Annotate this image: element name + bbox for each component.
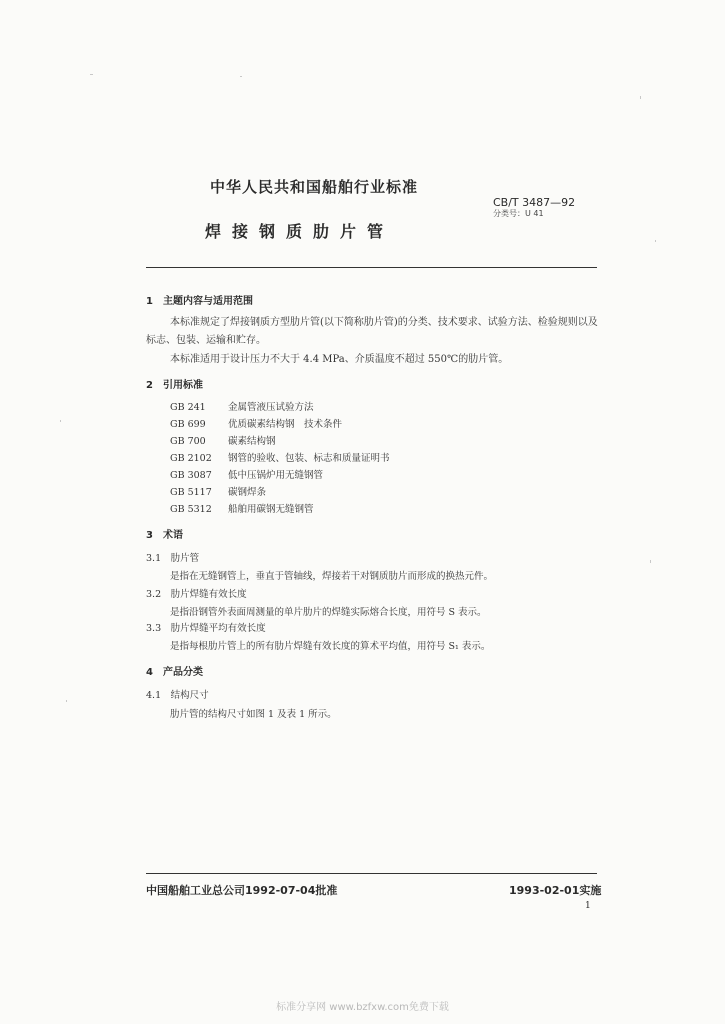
section-1-paragraph-1-cont: 标志、包装、运输和贮存。	[146, 335, 266, 346]
term-4-1-title: 4.1 结构尺寸	[146, 690, 209, 701]
scan-speck	[60, 420, 61, 422]
watermark-text: 标准分享网 www.bzfxw.com免费下载	[276, 1002, 449, 1013]
term-3-3-title: 3.3 肋片焊缝平均有效长度	[146, 623, 266, 634]
scan-speck	[640, 96, 641, 99]
section-3-heading: 3 术语	[146, 530, 183, 541]
reference-title: 船舶用碳钢无缝钢管	[228, 504, 314, 515]
section-1-heading: 1 主题内容与适用范围	[146, 296, 253, 307]
reference-title: 金属管液压试验方法	[228, 402, 314, 413]
scan-speck	[66, 700, 67, 702]
reference-code: GB 2102	[170, 453, 212, 464]
standard-title: 中华人民共和国船舶行业标准	[210, 178, 419, 196]
reference-code: GB 700	[170, 436, 206, 447]
reference-item	[170, 501, 314, 515]
header-rule	[146, 267, 597, 268]
reference-code: GB 5312	[170, 504, 212, 515]
term-4-1-body: 肋片管的结构尺寸如图 1 及表 1 所示。	[170, 709, 337, 720]
scan-speck	[90, 74, 93, 75]
reference-title: 碳素结构钢	[228, 436, 276, 447]
effective-date: 1993-02-01实施	[509, 884, 602, 897]
reference-code: GB 241	[170, 402, 206, 413]
reference-code: GB 699	[170, 419, 206, 430]
term-3-1-title: 3.1 肋片管	[146, 553, 200, 564]
page-number: 1	[585, 901, 591, 911]
footer-rule	[146, 873, 597, 874]
section-1-paragraph-1: 本标准规定了焊接钢质方型肋片管(以下简称肋片管)的分类、技术要求、试验方法、检验规则以及	[170, 317, 598, 328]
section-1-paragraph-2: 本标准适用于设计压力不大于 4.4 MPa、介质温度不超过 550℃的肋片管。	[170, 354, 509, 365]
reference-title: 钢管的验收、包装、标志和质量证明书	[228, 453, 390, 464]
reference-item	[170, 416, 342, 430]
term-3-2-title: 3.2 肋片焊缝有效长度	[146, 589, 247, 600]
document-title: 焊接钢质肋片管	[205, 222, 395, 241]
section-2-heading: 2 引用标准	[146, 380, 203, 391]
scan-speck	[650, 560, 651, 563]
reference-code: GB 3087	[170, 470, 212, 481]
reference-item	[170, 399, 314, 413]
term-3-1-body: 是指在无缝钢管上，垂直于管轴线，焊接若干对钢质肋片而形成的换热元件。	[170, 571, 494, 582]
reference-item	[170, 450, 390, 464]
reference-title: 优质碳素结构钢 技术条件	[228, 419, 343, 430]
reference-title: 低中压锅炉用无缝钢管	[228, 470, 324, 481]
reference-item	[170, 484, 266, 498]
term-3-2-body: 是指沿钢管外表面周测量的单片肋片的焊缝实际熔合长度，用符号 S 表示。	[170, 607, 487, 618]
section-4-heading: 4 产品分类	[146, 667, 203, 678]
reference-item	[170, 433, 276, 447]
scan-speck	[655, 240, 656, 242]
term-3-3-body: 是指每根肋片管上的所有肋片焊缝有效长度的算术平均值，用符号 S₁ 表示。	[170, 641, 491, 652]
reference-title: 碳钢焊条	[228, 487, 267, 498]
scan-speck	[240, 76, 242, 77]
classification-number: 分类号：U 41	[493, 209, 544, 218]
reference-item	[170, 467, 323, 481]
standard-code: CB/T 3487—92	[493, 196, 576, 209]
approval-statement: 中国船舶工业总公司1992-07-04批准	[146, 884, 338, 897]
reference-code: GB 5117	[170, 487, 212, 498]
